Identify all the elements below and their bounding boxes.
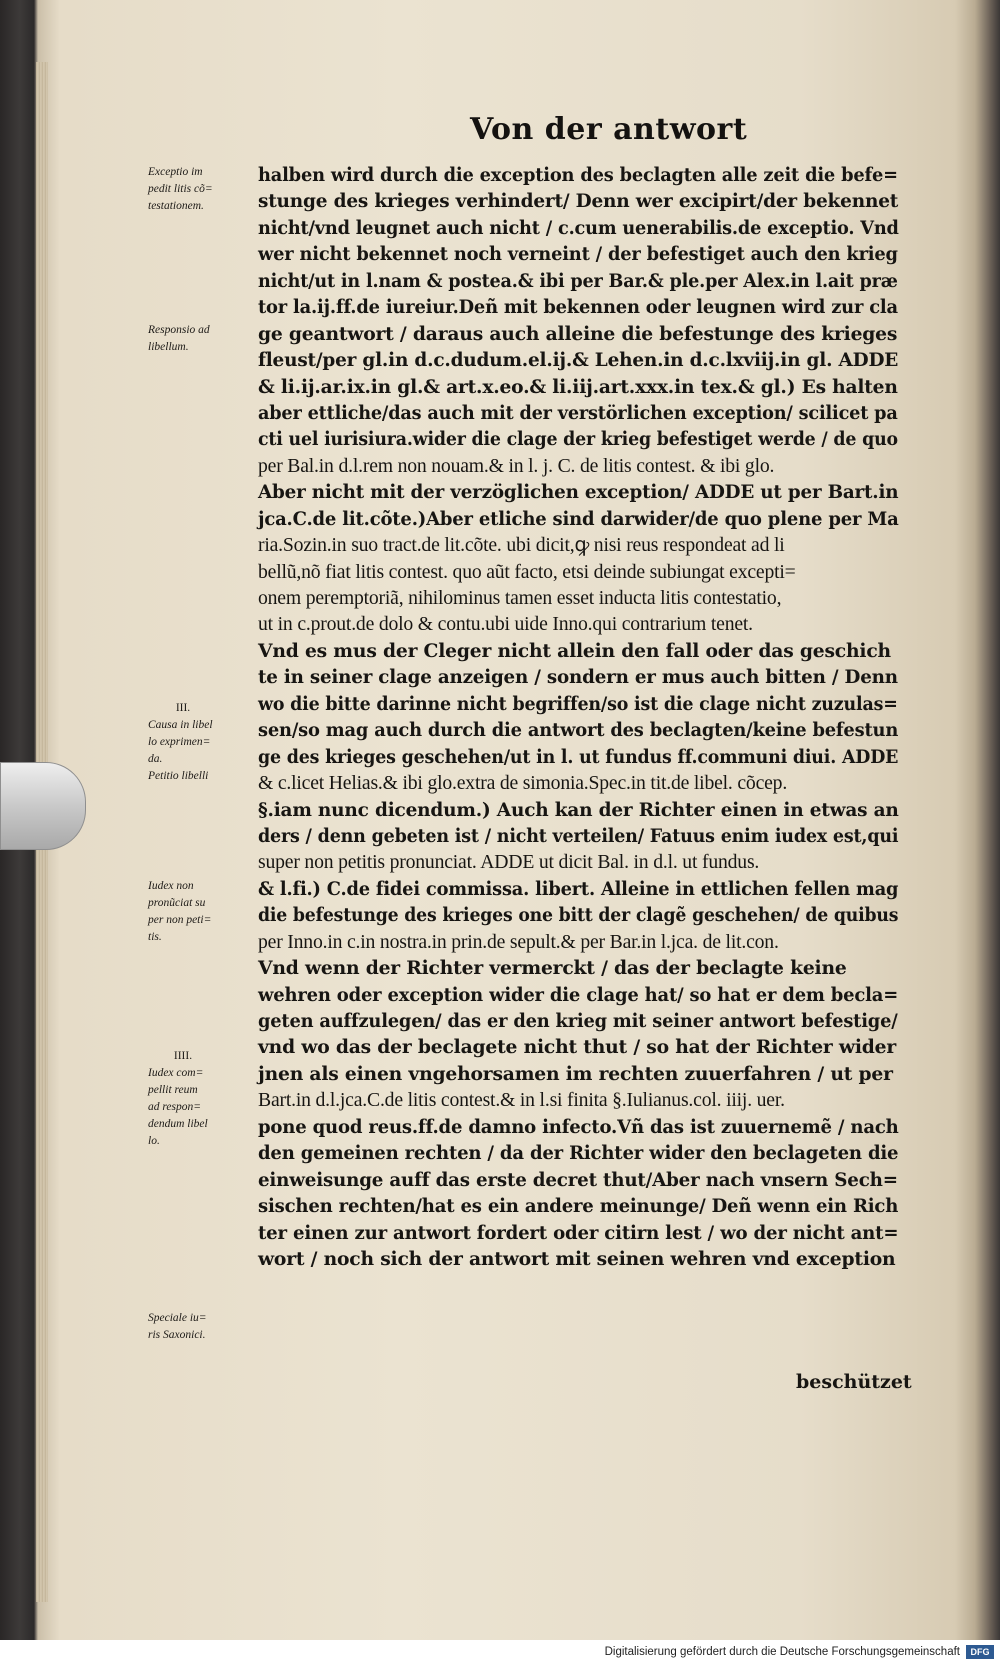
text-line: halben wird durch die exception des beclagten alle zeit die befe= [258, 164, 898, 186]
margin-note-line: testationem. [148, 200, 204, 212]
margin-note-line: tis. [148, 931, 162, 943]
margin-note-line: per non peti= [148, 914, 212, 926]
margin-note-line: ris Saxonici. [148, 1329, 206, 1341]
text-line: geten auffzulegen/ das er den krieg mit seiner antwort befestige/ [258, 1010, 898, 1032]
text-line: per Inno.in c.in nostra.in prin.de sepult.& per Bar.in l.jca. de lit.con. [258, 930, 779, 953]
text-line: ders / denn gebeten ist / nicht verteilen/ Fatuus enim iudex est,qui [258, 824, 899, 847]
text-line: ria.Sozin.in suo tract.de lit.cõte. ubi dicit,ꝙ nisi reus respondeat ad li [258, 534, 785, 557]
text-line: einweisunge auff das erste decret thut/Aber nach vnsern Sech= [258, 1168, 898, 1191]
margin-note-line: Iudex com= [148, 1067, 204, 1079]
margin-note-line: pedit litis cõ= [148, 183, 213, 195]
text-line: wehren oder exception wider die clage hat/ so hat er dem becla= [258, 983, 899, 1006]
text-line: den gemeinen rechten / da der Richter wider den beclageten die [258, 1142, 899, 1165]
catchword: beschützet [796, 1371, 912, 1393]
text-line: te in seiner clage anzeigen / sondern er mus auch bitten / Denn [258, 666, 898, 689]
text-line: sischen rechten/hat es ein andere meinunge/ Deñ wenn ein Rich [258, 1195, 899, 1218]
text-line: onem peremptoriã, nihilominus tamen esset inducta litis contestatio, [258, 587, 782, 609]
text-line: nicht/ut in l.nam & postea.& ibi per Bar.& ple.per Alex.in l.ait præ [258, 269, 898, 292]
margin-note-line: dendum libel [148, 1118, 208, 1130]
text-line: per Bal.in d.l.rem non nouam.& in l. j. C. de litis contest. & ibi glo. [258, 454, 775, 477]
text-line: wo die bitte darinne nicht begriffen/so ist die clage nicht zuzulas= [258, 692, 898, 715]
margin-note [148, 1310, 258, 1344]
text-line: Bart.in d.l.jca.C.de litis contest.& in l.si finita §.Iulianus.col. iiij. uer. [258, 1089, 785, 1112]
margin-note [148, 878, 258, 946]
margin-note [148, 1048, 258, 1150]
text-line: tor la.ij.ff.de iureiur.Deñ mit bekennen oder leugnen wird zur cla [258, 296, 898, 319]
running-head: Von der antwort [470, 112, 748, 147]
text-line: ge des krieges geschehen/ut in l. ut fundus ff.communi diui. ADDE [258, 745, 899, 768]
margin-section-number: III. [175, 702, 191, 714]
dfg-logo-icon: DFG [966, 1645, 994, 1659]
page-clip [0, 762, 86, 850]
body-text [258, 162, 908, 1272]
text-line: fleust/per gl.in d.c.dudum.el.ij.& Lehen.in d.c.lxviij.in gl. ADDE [258, 349, 899, 372]
text-line: jca.C.de lit.cõte.)Aber etliche sind darwider/de quo plene per Ma [258, 507, 899, 530]
margin-note-line: Speciale iu= [148, 1312, 207, 1324]
margin-note-line: Causa in libel [148, 719, 213, 731]
text-line: wort / noch sich der antwort mit seinen wehren vnd exception [258, 1247, 896, 1270]
text-line: Vnd wenn der Richter vermerckt / das der beclagte keine [258, 957, 847, 980]
text-line: Vnd es mus der Cleger nicht allein den fall oder das geschich [258, 639, 891, 662]
footer-bar [0, 1640, 1000, 1664]
text-line: pone quod reus.ff.de damno infecto.Vñ das ist zuuernemẽ / nach [258, 1115, 899, 1138]
margin-note-line: lo exprimen= [148, 736, 211, 748]
margin-note-line: pellit reum [148, 1084, 198, 1096]
text-line: §.iam nunc dicendum.) Auch kan der Richter einen in etwas an [258, 798, 899, 821]
text-line: nicht/vnd leugnet auch nicht / c.cum uenerabilis.de exceptio. Vnd [258, 216, 899, 239]
margin-note-line: Responsio ad [148, 324, 210, 336]
text-line: & li.ij.ar.ix.in gl.& art.x.eo.& li.iij.art.xxx.in tex.& gl.) Es halten [258, 375, 898, 398]
text-line: sen/so mag auch durch die antwort des beclagten/keine befestun [258, 719, 899, 742]
margin-section-number: IIII. [173, 1050, 193, 1062]
margin-note-line: lo. [148, 1135, 160, 1147]
margin-note-line: libellum. [148, 341, 189, 353]
text-line: aber ettliche/das auch mit der verstörlichen exception/ scilicet pa [258, 401, 898, 424]
text-line: & c.licet Helias.& ibi glo.extra de simonia.Spec.in tit.de libel. cõcep. [258, 772, 788, 795]
text-line: stunge des krieges verhindert/ Denn wer excipirt/der bekennet [258, 190, 899, 213]
text-line: die befestunge des krieges one bitt der clagẽ geschehen/ de quibus [258, 904, 899, 927]
text-line: vnd wo das der beclagete nicht thut / so hat der Richter wider [258, 1036, 897, 1059]
text-line: super non petitis pronunciat. ADDE ut dicit Bal. in d.l. ut fundus. [258, 851, 760, 874]
margin-note-line: Petitio libelli [148, 770, 209, 782]
text-line: Aber nicht mit der verzöglichen exception/ ADDE ut per Bart.in [258, 481, 899, 504]
text-line: wer nicht bekennet noch verneint / der befestiget auch den krieg [258, 243, 898, 266]
text-line: ter einen zur antwort fordert oder citirn lest / wo der nicht ant= [258, 1221, 899, 1244]
funding-credit: Digitalisierung gefördert durch die Deutsche Forschungsgemeinschaft [604, 1646, 960, 1658]
text-line: bellũ,nõ fiat litis contest. quo aũt facto, etsi deinde subiungat excepti= [258, 560, 796, 583]
text-line: cti uel iurisiura.wider die clage der krieg befestiget werde / de quo [258, 428, 898, 451]
text-line: ut in c.prout.de dolo & contu.ubi uide Inno.qui contrarium tenet. [258, 613, 753, 636]
text-line: & l.fi.) C.de fidei commissa. libert. Alleine in ettlichen fellen mag [258, 877, 899, 900]
margin-note [148, 700, 258, 785]
margin-note [148, 322, 258, 356]
text-line: jnen als einen vngehorsamen im rechten zuuerfahren / ut per [258, 1062, 893, 1085]
margin-note-line: da. [148, 753, 163, 765]
text-line: ge geantwort / daraus auch alleine die befestunge des krieges [258, 322, 898, 345]
margin-note [148, 164, 258, 215]
margin-note-line: Iudex non [148, 880, 194, 892]
margin-note-line: pronũciat su [148, 897, 206, 909]
margin-note-line: Exceptio im [148, 166, 203, 178]
margin-note-line: ad respon= [148, 1101, 202, 1113]
